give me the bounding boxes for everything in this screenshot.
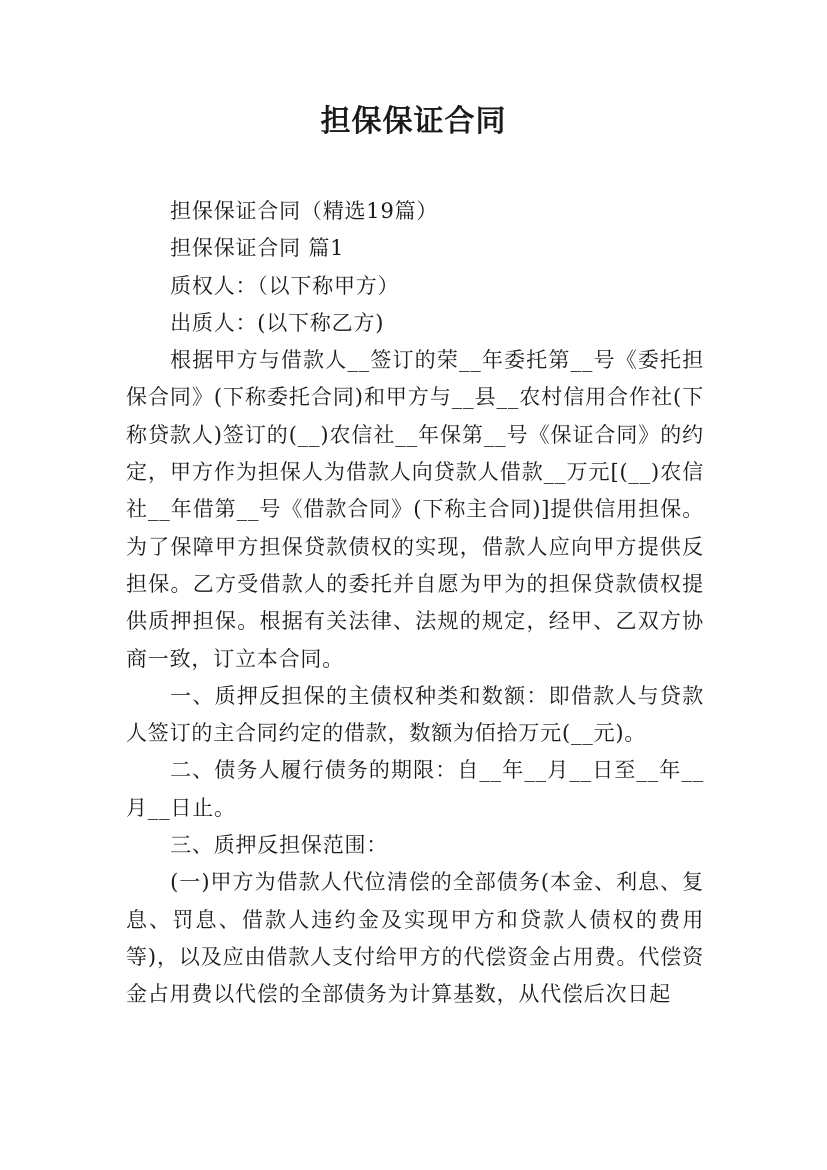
paragraph-pledgee: 质权人：（以下称甲方） — [170, 273, 400, 298]
paragraph-pledgor: 出质人：(以下称乙方) — [170, 310, 385, 335]
paragraph-subtitle: 担保保证合同（精选19篇） — [170, 199, 439, 223]
paragraph-section-heading: 担保保证合同 篇1 — [170, 236, 345, 261]
paragraph-clause-1: 一、质押反担保的主债权种类和数额：即借款人与贷款人签订的主合同约定的借款，数额为佰拾万元(__元)。 — [126, 683, 704, 746]
paragraph-clause-3-1: (一)甲方为借款人代位清偿的全部债务(本金、利息、复息、罚息、借款人违约金及实现甲方和贷款人债权的费用等)，以及应由借款人支付给甲方的代偿资金占用费。代偿资金占用费以代偿的全部债务为计算基数，从代偿后次日起 — [126, 870, 704, 1007]
document-body — [126, 193, 704, 1014]
paragraph-clause-2: 二、债务人履行债务的期限：自__年__月__日至__年__月__日止。 — [126, 758, 704, 820]
document-title: 担保保证合同 — [320, 104, 507, 139]
paragraph-clause-3: 三、质押反担保范围： — [170, 833, 389, 858]
paragraph-preamble: 根据甲方与借款人__签订的荣__年委托第__号《委托担保合同》(下称委托合同)和甲方与__县__农村信用合作社(下称贷款人)签订的(__)农信社__年保第__号《保证合同》的约定，甲方作为担保人为借款人向贷款人借款__万元[(__)农信社__年借第__号《借款合同》(下称主合同)]提供信用担保。为了保障甲方担保贷款债权的实现，借款人应向甲方提供反担保。乙方受借款人的委托并自愿为甲为的担保贷款债权提供质押担保。根据有关法律、法规的规定，经甲、乙双方协商一致，订立本合同。 — [126, 348, 704, 671]
